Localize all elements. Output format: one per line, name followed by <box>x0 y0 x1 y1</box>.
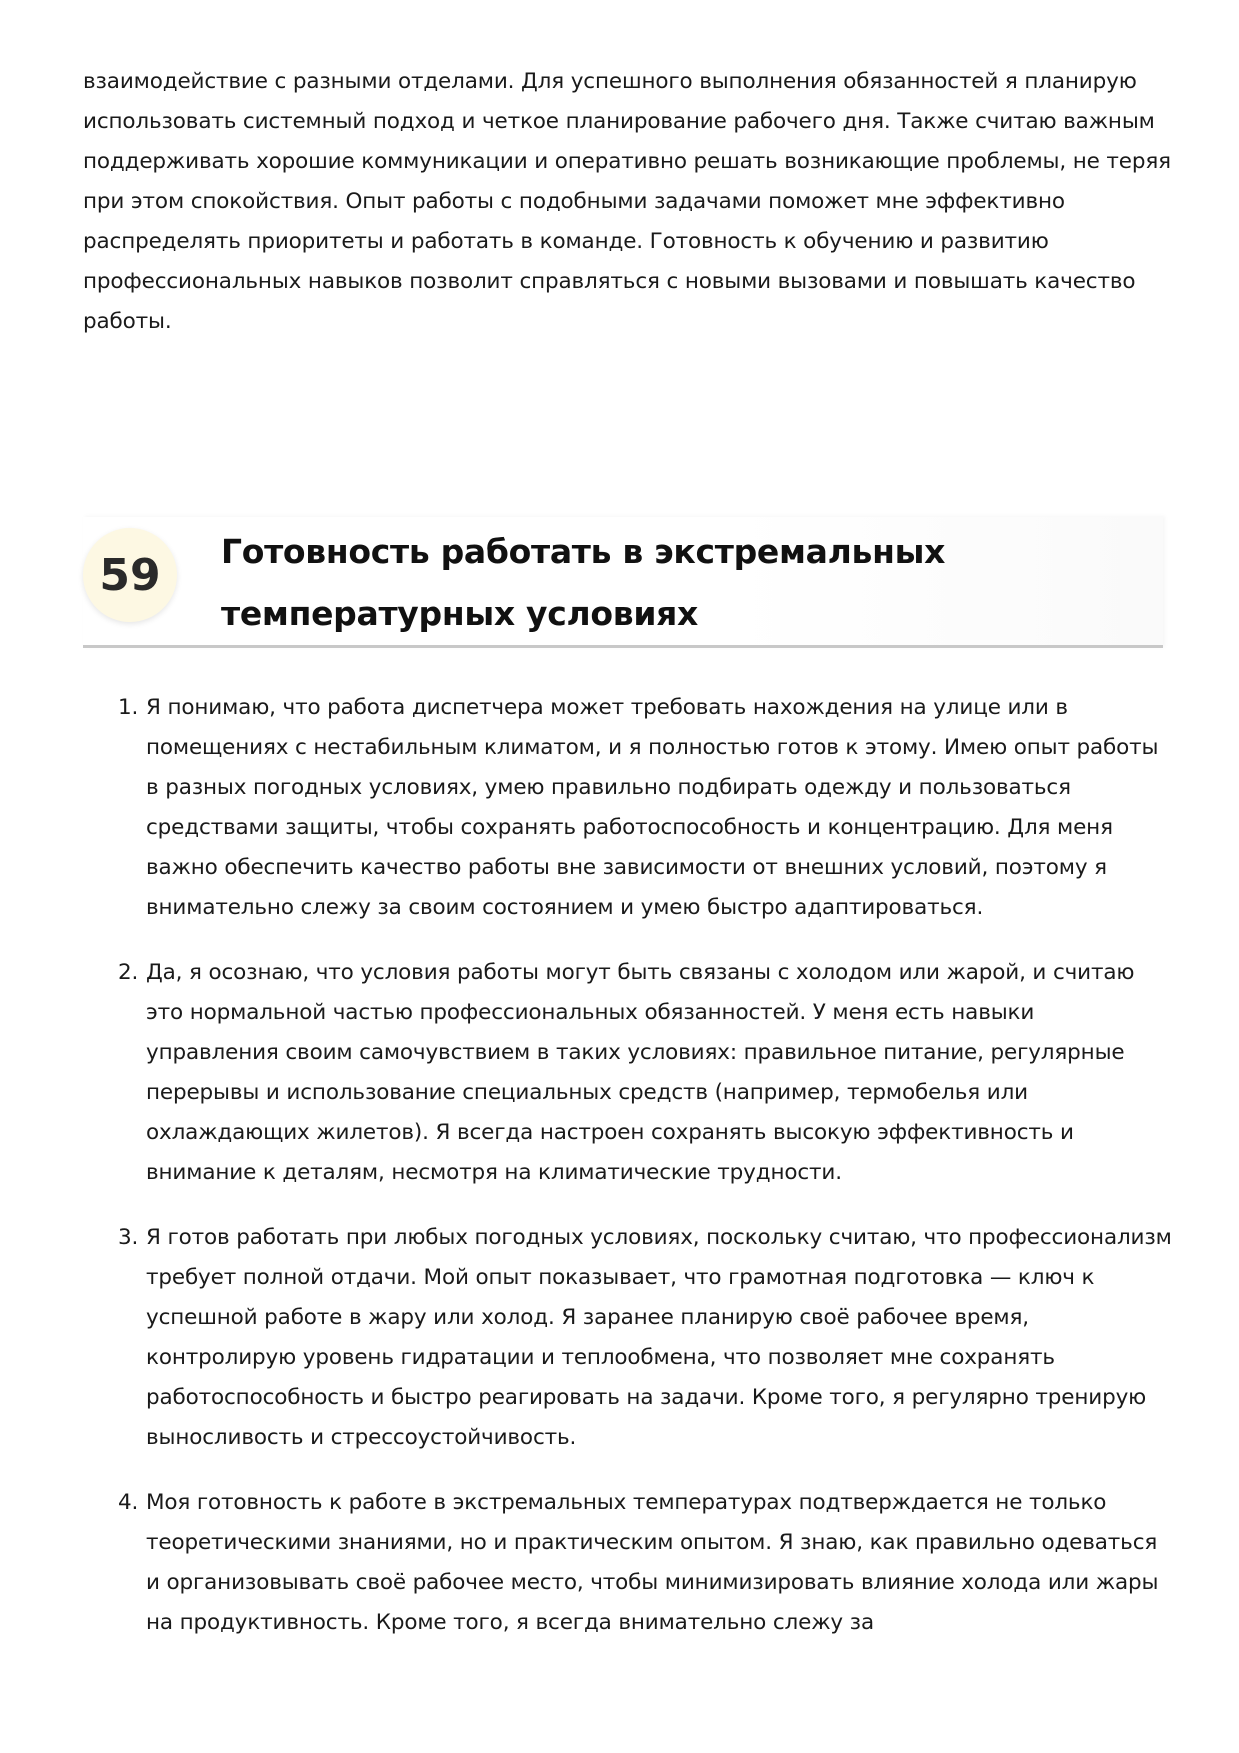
list-item-number: 4. <box>118 1490 139 1515</box>
list-item-text: Моя готовность к работе в экстремальных температурах подтверждается не только теоретическими знаниями, но и практическим опытом. Я знаю, как правильно одеваться и организовывать своё рабочее место, чтобы минимизировать влияние холода или жары на продуктивность. Кроме того, я всегда внимательно слежу за <box>146 1490 1159 1635</box>
intro-paragraph: взаимодействие с разными отделами. Для успешного выполнения обязанностей я планирую использовать системный подход и четкое планирование рабочего дня. Также считаю важным поддерживать хорошие коммуникации и оперативно решать возникающие проблемы, не теряя при этом спокойствия. Опыт работы с подобными задачами поможет мне эффективно распределять приоритеты и работать в команде. Готовность к обучению и развитию профессиональных навыков позволит справляться с новыми вызовами и повышать качество работы. <box>83 69 1171 334</box>
list-item <box>83 688 1173 928</box>
list-item-number: 3. <box>118 1225 139 1250</box>
list-item-text: Я понимаю, что работа диспетчера может требовать нахождения на улице или в помещениях с нестабильным климатом, и я полностью готов к этому. Имею опыт работы в разных погодных условиях, умею правильно подбирать одежду и пользоваться средствами защиты, чтобы сохранять работоспособность и концентрацию. Для меня важно обеспечить качество работы вне зависимости от внешних условий, поэтому я внимательно слежу за своим состоянием и умею быстро адаптироваться. <box>146 695 1159 920</box>
section-title: Готовность работать в экстремальных температурных условиях <box>221 532 946 633</box>
list-item-number: 1. <box>118 695 139 720</box>
list-item <box>83 953 1173 1193</box>
section-number-badge: 59 <box>83 528 177 622</box>
list-item <box>83 1218 1173 1458</box>
section-header <box>83 517 1163 648</box>
list-item <box>83 1483 1173 1643</box>
list-item-number: 2. <box>118 960 139 985</box>
list-item-text: Да, я осознаю, что условия работы могут быть связаны с холодом или жарой, и считаю это нормальной частью профессиональных обязанностей. У меня есть навыки управления своим самочувствием в таких условиях: правильное питание, регулярные перерывы и использование специальных средств (например, термобелья или охлаждающих жилетов). Я всегда настроен сохранять высокую эффективность и внимание к деталям, несмотря на климатические трудности. <box>146 960 1135 1185</box>
list-item-text: Я готов работать при любых погодных условиях, поскольку считаю, что профессионализм требует полной отдачи. Мой опыт показывает, что грамотная подготовка — ключ к успешной работе в жару или холод. Я заранее планирую своё рабочее время, контролирую уровень гидратации и теплообмена, что позволяет мне сохранять работоспособность и быстро реагировать на задачи. Кроме того, я регулярно тренирую выносливость и стрессоустойчивость. <box>146 1225 1172 1450</box>
answers-list <box>83 688 1173 1668</box>
